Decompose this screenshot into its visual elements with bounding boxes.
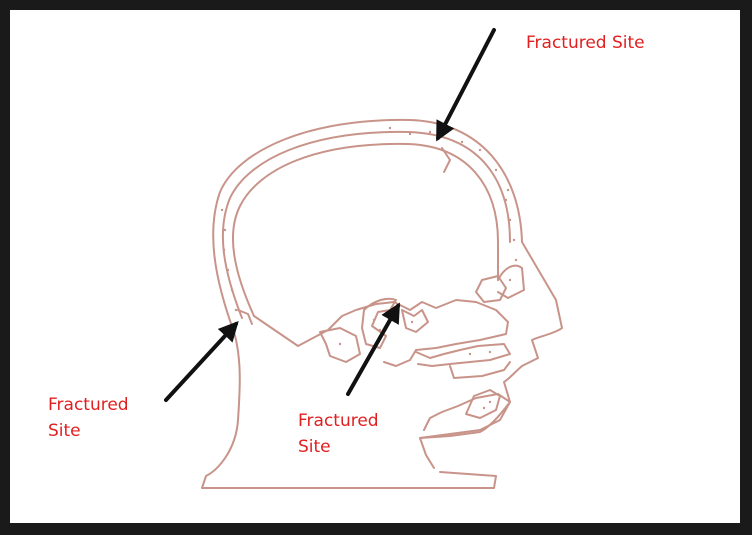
fracture-label-top [526, 30, 645, 56]
mandible [420, 394, 510, 438]
fracture-label-left-line2: Site [48, 421, 81, 441]
fracture-label-left-line1: Fractured [48, 395, 129, 415]
arrow-top-icon [438, 30, 494, 138]
inner-skull [223, 132, 510, 318]
arrow-middle-icon [348, 306, 398, 394]
fracture-label-middle-line1: Fractured [298, 411, 379, 431]
sella [402, 310, 428, 332]
fracture-label-middle [298, 408, 379, 460]
diagram-canvas [10, 10, 740, 523]
palate [416, 344, 510, 366]
fracture-label-top-line1: Fractured Site [526, 33, 645, 53]
head-outline [213, 120, 562, 468]
orbit-outline [476, 276, 506, 302]
fracture-label-left [48, 392, 129, 444]
cranial-cavity [233, 144, 498, 316]
upper-jaw [450, 362, 510, 378]
arrow-left-icon [166, 324, 236, 400]
fracture-label-middle-line2: Site [298, 437, 331, 457]
